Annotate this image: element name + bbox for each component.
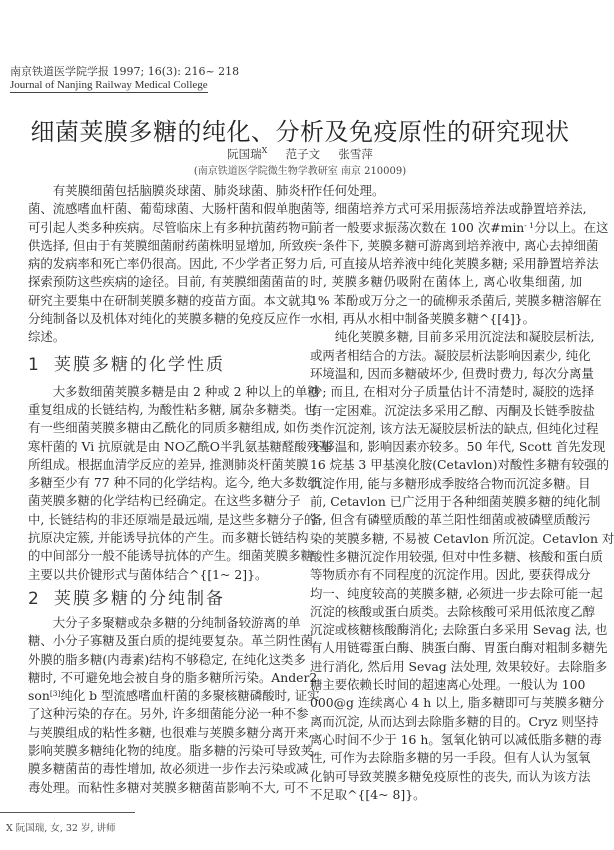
text-line: 寒杆菌的 Vi 抗原就是由 NO乙酰O半乳氨基糖醛酸残基 xyxy=(28,438,332,454)
author-footnote-mark: X xyxy=(261,146,268,156)
text-line: 探索预防这些疾病的途径。目前, 有荚膜细菌菌苗的 xyxy=(28,274,309,290)
text-line: 1% 苯酚或万分之一的硫柳汞杀菌后, 荚膜多糖溶解在 xyxy=(310,292,602,308)
text-line: 菌荚膜多糖的化学结构已经确定。在这些多糖分子 xyxy=(28,493,301,509)
text-line: 细菌培养方式可采用振荡培养法或静置培养法, xyxy=(334,201,587,217)
text-line: 作任何处理。 xyxy=(310,183,385,198)
text-line: 水相, 再从水相中制备荚膜多糖^{[4]}。 xyxy=(310,311,536,327)
text-line: 了这种污染的存在。另外, 许多细菌能分泌一种不参 xyxy=(28,706,309,722)
left-column xyxy=(28,182,332,797)
text-line: 前者一般要求振荡次数在 100 次$\#\min^{- 1}$分以上。在这 xyxy=(310,219,609,235)
text-line: 大多数细菌荚膜多糖是由 2 种或 2 种以上的单糖 xyxy=(52,383,320,399)
section-number: 1 xyxy=(28,354,41,375)
text-line: 或两者相结合的方法。凝胶层析法影响因素少, 纯化 xyxy=(310,347,591,363)
right-column xyxy=(310,182,614,804)
text-line: 外膜的脂多糖(内毒素)结构不够稳定, 在纯化这类多 xyxy=(28,651,306,667)
text-line: 均一、纯度较高的荚膜多糖, 必须进一步去除可能一起 xyxy=(310,585,603,601)
text-line: 16 烷基 3 甲基溴化胺(Cetavlon)对酸性多糖有较强的 xyxy=(310,457,609,473)
text-line: 膜多糖菌苗的毒性增加, 故必须进一步作去污染或减 xyxy=(28,761,309,777)
text-line: 综述。 xyxy=(28,329,66,345)
text-line: 影响荚膜多糖纯化物的纯度。脂多糖的污染可导致荚 xyxy=(28,743,313,759)
text-line: 可引起人类多种疾病。尽管临床上有多种抗菌药物可 xyxy=(28,219,313,235)
paragraph xyxy=(28,182,330,347)
text-line: 有一定困难。沉淀法多采用乙醇、丙酮及长链季胺盐 xyxy=(310,402,595,418)
text-line: 类作沉淀剂, 该方法无凝胶层析法的缺点, 但纯化过程 xyxy=(310,420,599,436)
text-line: 纯化荚膜多糖, 目前多采用沉淀法和凝胶层析法, xyxy=(334,329,595,345)
text-line: 性, 可作为去除脂多糖的另一手段。但有人认为氢氧 xyxy=(310,750,591,766)
footnote: X 阮国瑞, 女, 32 岁, 讲师 xyxy=(6,823,116,834)
text-line: 毒处理。而粘性多糖对荚膜多糖菌苗影响不大, 可不 xyxy=(28,779,309,795)
section-heading xyxy=(28,584,300,614)
text-line: 不足取^{[4~ 8]}。 xyxy=(310,786,426,802)
text-line: 重复组成的长链结构, 为酸性粘多糖, 属杂多糖类。也 xyxy=(28,401,317,417)
text-line: 少; 而且, 在相对分子质量估计不清楚时, 凝胶的选择 xyxy=(310,384,595,400)
text-line: 后, 可直接从培养液中纯化荚膜多糖; 采用静置培养法 xyxy=(310,256,599,272)
text-line: 等物质亦有不同程度的沉淀作用。因此, 要获得成分 xyxy=(310,567,591,583)
text-line: 时, 荚膜多糖仍吸附在菌体上, 离心收集细菌, 加 xyxy=(310,274,582,290)
text-line: 的中间部分一般不能诱导抗体的产生。细菌荚膜多糖 xyxy=(28,548,313,564)
text-line: 离心时间不少于 16 h。氢氧化钠可以减低脂多糖的毒 xyxy=(310,731,602,747)
text-line: 研究主要集中在研制荚膜多糖的疫苗方面。本文就其 xyxy=(28,292,313,308)
text-line: 有人用链霉蛋白酶、胰蛋白酶、胃蛋白酶对粗制多糖先 xyxy=(310,640,608,656)
text-line: 环境温和, 因而多糖破坏少, 但费时费力, 每次分离量 xyxy=(310,365,594,381)
paragraph xyxy=(28,614,320,797)
paragraph xyxy=(310,328,614,804)
article-title: 细菌荚膜多糖的纯化、分析及免疫原性的研究现状 xyxy=(30,118,570,146)
journal-citation: 南京铁道医学院学报 1997; 16(3): 216~ 218 xyxy=(10,65,240,78)
text-line: 备, 但含有磷壁质酸的革兰阳性细菌或被磷壁质酸污 xyxy=(310,512,591,528)
section-title: 荚膜多糖的分纯制备 xyxy=(54,588,225,609)
author-name: 张雪萍 xyxy=(338,147,373,161)
text-line: 有荚膜细菌包括脑膜炎球菌、肺炎球菌、肺炎杆 xyxy=(52,183,313,198)
paragraph xyxy=(310,200,609,328)
text-line: 与荚膜组成的粘性多糖, 也很难与荚膜多糖分离开来, xyxy=(28,724,313,740)
text-line: 多糖至少有 77 种不同的化学结构。迄今, 绝大多数细 xyxy=(28,475,320,491)
text-line: 沉淀或核糖核酸酶消化; 去除蛋白多采用 Sevag 法, 也 xyxy=(310,622,608,638)
text-line: 糖主要依赖长时间的超速离心处理。一般认为 100 xyxy=(310,677,586,693)
section-title: 荚膜多糖的化学性质 xyxy=(54,354,225,375)
text-line: 中, 长链结构的非还原端是最远端, 是这些多糖分子的 xyxy=(28,511,317,527)
journal-name-english: Journal of Nanjing Railway Medical College xyxy=(10,79,208,91)
text-line: 所组成。根据血清学反应的差异, 推测肺炎杆菌荚膜 xyxy=(28,456,309,472)
text-line: 酸性多糖沉淀作用较强, 但对中性多糖、核酸和蛋白质 xyxy=(310,548,603,564)
text-line: 分纯制备以及机体对纯化的荚膜多糖的免疫反应作一 xyxy=(28,311,313,327)
text-line: 进行消化, 然后用 Sevag 法处理, 效果较好。去除脂多 xyxy=(310,658,608,674)
text-line: 有一些细菌荚膜多糖由乙酰化的同质多糖组成, 如伤 xyxy=(28,420,309,436)
author-name: 阮国瑞 xyxy=(227,147,262,161)
text-line: son[3]纯化 b 型流感嗜血杆菌的多聚核糖磷酸时, 证实 xyxy=(28,688,320,704)
citation-superscript: [3] xyxy=(49,689,61,699)
text-line: 不够温和, 影响因素亦较多。50 年代, Scott 首先发现 xyxy=(310,439,606,455)
text-line: 糖时, 不可避免地会被自身的脂多糖所污染。Ander2 xyxy=(28,669,318,685)
author-affiliation: (南京铁道医学院微生物学教研室 南京 210009) xyxy=(193,166,407,177)
text-line: 前, Cetavlon 已广泛用于各种细菌荚膜多糖的纯化制 xyxy=(310,494,601,510)
author-name: 范子文 xyxy=(285,147,321,161)
section-number: 2 xyxy=(28,588,41,609)
citation-superscript: - 1 xyxy=(524,220,534,230)
text-line: 大分子多聚糖或杂多糖的分纯制备较游离的单 xyxy=(52,614,301,630)
text-line: 沉淀作用, 能与多糖形成季胺络合物而沉淀多糖。目 xyxy=(310,475,591,491)
section-heading xyxy=(28,347,300,383)
paragraph xyxy=(28,383,332,584)
text-line: 离而沉淀, 从而达到去除脂多糖的目的。Cryz 则坚持 xyxy=(310,713,599,729)
text-line: 沉淀的核酸或蛋白质类。去除核酸可采用低浓度乙醇 xyxy=(310,603,595,619)
text-line: 一条件下, 荚膜多糖可游离到培养液中, 离心去掉细菌 xyxy=(310,237,599,253)
text-line: 抗原决定簇, 并能诱导抗体的产生。而多糖长链结构 xyxy=(28,530,309,546)
text-line: 糖、小分子寡糖及蛋白质的提纯要复杂。革兰阴性菌 xyxy=(28,633,313,649)
author-list xyxy=(0,146,600,162)
text-line: 菌、流感嗜血杆菌、葡萄球菌、大肠杆菌和假单胞菌等, xyxy=(28,201,330,217)
text-line: 病的发病率和死亡率仍很高。因此, 不少学者正努力 xyxy=(28,256,309,272)
text-line: 000@g 连续离心 4 h 以上, 脂多糖即可与荚膜多糖分 xyxy=(310,695,605,711)
text-line: 化钠可导致荚膜多糖免疫原性的丧失, 而认为该方法 xyxy=(310,768,591,784)
footnote-divider xyxy=(0,812,135,813)
text-line: 主要以共价键形式与菌体结合^{[1~ 2]}。 xyxy=(28,566,268,582)
paragraph xyxy=(310,182,582,200)
text-line: 染的荚膜多糖, 不易被 Cetavlon 所沉淀。Cetavlon 对 xyxy=(310,530,614,546)
text-line: 供选择, 但由于有荚膜细菌耐药菌株明显增加, 所致疾 xyxy=(28,237,317,253)
